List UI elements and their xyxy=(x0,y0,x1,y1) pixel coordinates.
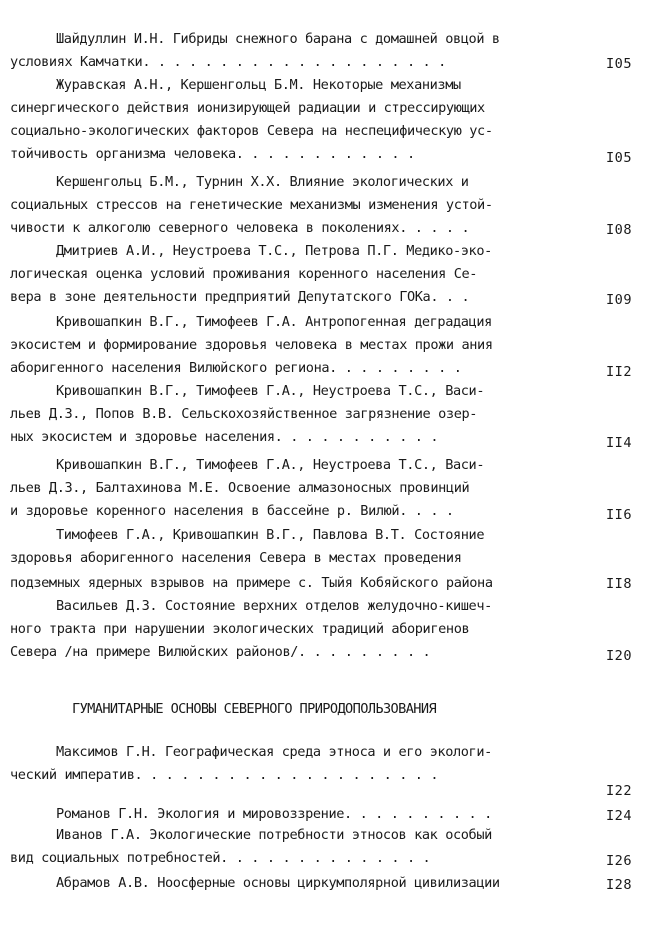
entry-line: льев Д.З., Балтахинова М.Е. Освоение алмазоносных провинций xyxy=(10,480,470,496)
page-number: I09 xyxy=(606,292,633,308)
page-number: I05 xyxy=(606,150,633,166)
section-heading: ГУМАНИТАРНЫЕ ОСНОВЫ СЕВЕРНОГО ПРИРОДОПОЛЬЗОВАНИЯ xyxy=(72,701,437,717)
entry-line: Абрамов А.В. Ноосферные основы циркумполярной цивилизации xyxy=(56,875,500,891)
entry-line: логическая оценка условий проживания коренного населения Се- xyxy=(10,266,478,282)
entry-line: Максимов Г.Н. Географическая среда этноса и его экологи- xyxy=(56,744,492,760)
entry-line: социально-экологических факторов Севера на неспецифическую ус- xyxy=(10,123,493,139)
entry-line: вера в зоне деятельности предприятий Депутатского ГОКа. . . xyxy=(10,289,470,305)
page-number: I05 xyxy=(606,56,633,72)
entry-line: Севера /на примере Вилюйских районов/. . . . . . . . . xyxy=(10,644,431,660)
entry-line: и здоровье коренного населения в бассейне р. Вилюй. . . . xyxy=(10,503,454,519)
entry-line: ных экосистем и здоровье населения. . . . . . . . . . . xyxy=(10,429,439,445)
entry-line: ного тракта при нарушении экологических традиций аборигенов xyxy=(10,621,470,637)
entry-line: Кершенгольц Б.М., Турнин Х.Х. Влияние экологических и xyxy=(56,174,469,190)
entry-line: экосистем и формирование здоровья человека в местах прожи ания xyxy=(10,337,493,353)
entry-line: условиях Камчатки. . . . . . . . . . . . . . . . . . . . xyxy=(10,54,446,70)
entry-line: Кривошапкин В.Г., Тимофеев Г.А. Антропогенная деградация xyxy=(56,314,492,330)
entry-line: социальных стрессов на генетические механизмы изменения устой- xyxy=(10,197,493,213)
page-number: II6 xyxy=(606,507,633,523)
page-number: II8 xyxy=(606,576,633,592)
page-number: I08 xyxy=(606,222,633,238)
entry-line: Дмитриев А.И., Неустроева Т.С., Петрова П.Г. Медико-эко- xyxy=(56,243,492,259)
entry-line: тойчивость организма человека. . . . . . . . . . . . xyxy=(10,146,415,162)
page-number: II4 xyxy=(606,435,633,451)
page-number: II2 xyxy=(606,364,633,380)
page-number: I24 xyxy=(606,808,633,824)
entry-line: Васильев Д.З. Состояние верхних отделов желудочно-кишеч- xyxy=(56,598,492,614)
entry-line: Кривошапкин В.Г., Тимофеев Г.А., Неустроева Т.С., Васи- xyxy=(56,457,485,473)
entry-line: чивости к алкоголю северного человека в поколениях. . . . . xyxy=(10,220,470,236)
entry-line: аборигенного населения Вилюйского региона. . . . . . . . . xyxy=(10,360,462,376)
entry-line: вид социальных потребностей. . . . . . . . . . . . . . xyxy=(10,850,431,866)
entry-line: Шайдуллин И.Н. Гибриды снежного барана с домашней овцой в xyxy=(56,31,500,47)
page-number: I26 xyxy=(606,853,633,869)
entry-line: здоровья аборигенного населения Севера в местах проведения xyxy=(10,550,462,566)
entry-line: Тимофеев Г.А., Кривошапкин В.Г., Павлова В.Т. Состояние xyxy=(56,527,485,543)
entry-line: Кривошапкин В.Г., Тимофеев Г.А., Неустроева Т.С., Васи- xyxy=(56,383,485,399)
entry-line: льев Д.З., Попов В.В. Сельскохозяйственное загрязнение озер- xyxy=(10,406,478,422)
page-number: I22 xyxy=(606,783,633,799)
entry-line: Журавская А.Н., Кершенгольц Б.М. Некоторые механизмы xyxy=(56,77,461,93)
entry-line: синергического действия ионизирующей радиации и стрессирующих xyxy=(10,100,485,116)
entry-line: Романов Г.Н. Экология и мировоззрение. . . . . . . . . . xyxy=(56,806,492,822)
entry-line: подземных ядерных взрывов на примере с. Тыйя Кобяйского района xyxy=(10,575,493,591)
entry-line: ческий императив. . . . . . . . . . . . . . . . . . . . xyxy=(10,767,439,783)
page-number: I20 xyxy=(606,648,633,664)
page-number: I28 xyxy=(606,877,633,893)
entry-line: Иванов Г.А. Экологические потребности этносов как особый xyxy=(56,827,492,843)
